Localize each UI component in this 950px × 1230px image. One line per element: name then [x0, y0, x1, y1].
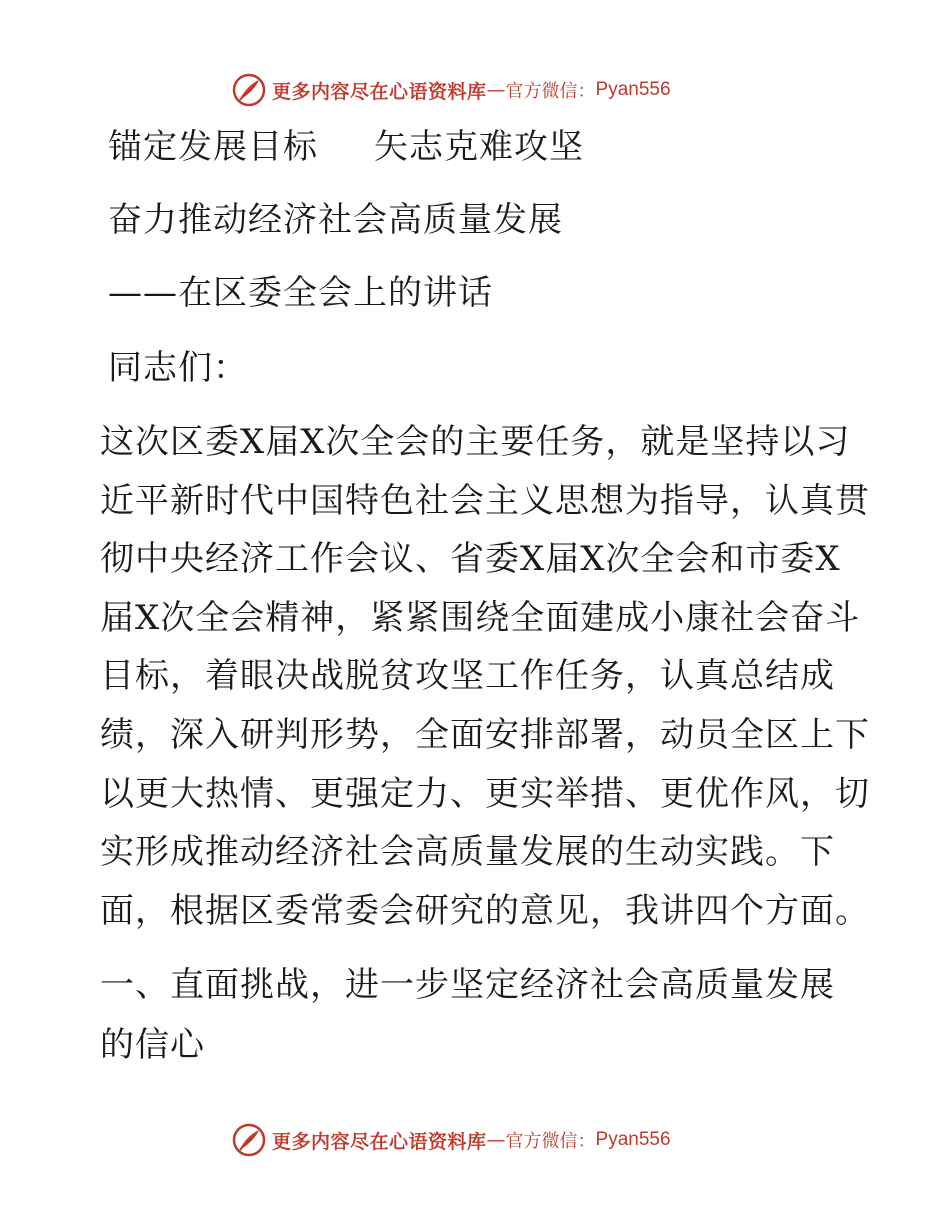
heading-line: 一、直面挑战，进一步坚定经济社会高质量发展 — [100, 965, 835, 1005]
watermark-dash: — — [486, 79, 506, 101]
title-line-2: 奋力推动经济社会高质量发展 — [108, 200, 563, 240]
watermark-dash: — — [486, 1129, 506, 1151]
paragraph-line: 绩，深入研判形势，全面安排部署，动员全区上下 — [100, 714, 870, 755]
title-line-1 — [108, 122, 584, 172]
title-left: 锚定发展目标 — [108, 127, 318, 167]
speech-subtitle: ——在区委全会上的讲话 — [108, 273, 493, 313]
section-heading-1 — [100, 955, 835, 1075]
title-right: 矢志克难攻坚 — [374, 127, 584, 167]
paragraph-line: 实形成推动经济社会高质量发展的生动实践。下 — [100, 832, 835, 873]
heading-line: 的信心 — [100, 1025, 205, 1065]
body-paragraph — [100, 413, 870, 940]
watermark-header — [232, 70, 671, 110]
paragraph-line: 近平新时代中国特色社会主义思想为指导，认真贯 — [100, 480, 870, 521]
quill-pen-logo — [232, 1123, 266, 1157]
watermark-wechat-id: Pyan556 — [595, 79, 671, 100]
watermark-wechat-label: 官方微信： — [505, 81, 596, 102]
salutation: 同志们： — [108, 348, 248, 388]
paragraph-line: 面，根据区委常委会研究的意见，我讲四个方面。 — [100, 890, 870, 931]
paragraph-line: 彻中央经济工作会议、省委Ⅹ届Ⅹ次全会和市委Ⅹ — [100, 539, 841, 580]
paragraph-line: 目标，着眼决战脱贫攻坚工作任务，认真总结成 — [100, 656, 835, 697]
paragraph-line: 届Ⅹ次全会精神，紧紧围绕全面建成小康社会奋斗 — [100, 597, 861, 638]
paragraph-line: 以更大热情、更强定力、更实举措、更优作风，切 — [100, 773, 870, 814]
quill-pen-logo — [232, 73, 266, 107]
watermark-main-text: 更多内容尽在心语资料库 — [272, 80, 487, 103]
paragraph-line: 这次区委Ⅹ届Ⅹ次全会的主要任务，就是坚持以习 — [100, 422, 851, 462]
watermark-main-text: 更多内容尽在心语资料库 — [272, 1130, 487, 1153]
watermark-wechat-label: 官方微信： — [505, 1131, 596, 1152]
watermark-footer — [232, 1120, 671, 1160]
watermark-wechat-id: Pyan556 — [595, 1129, 671, 1150]
